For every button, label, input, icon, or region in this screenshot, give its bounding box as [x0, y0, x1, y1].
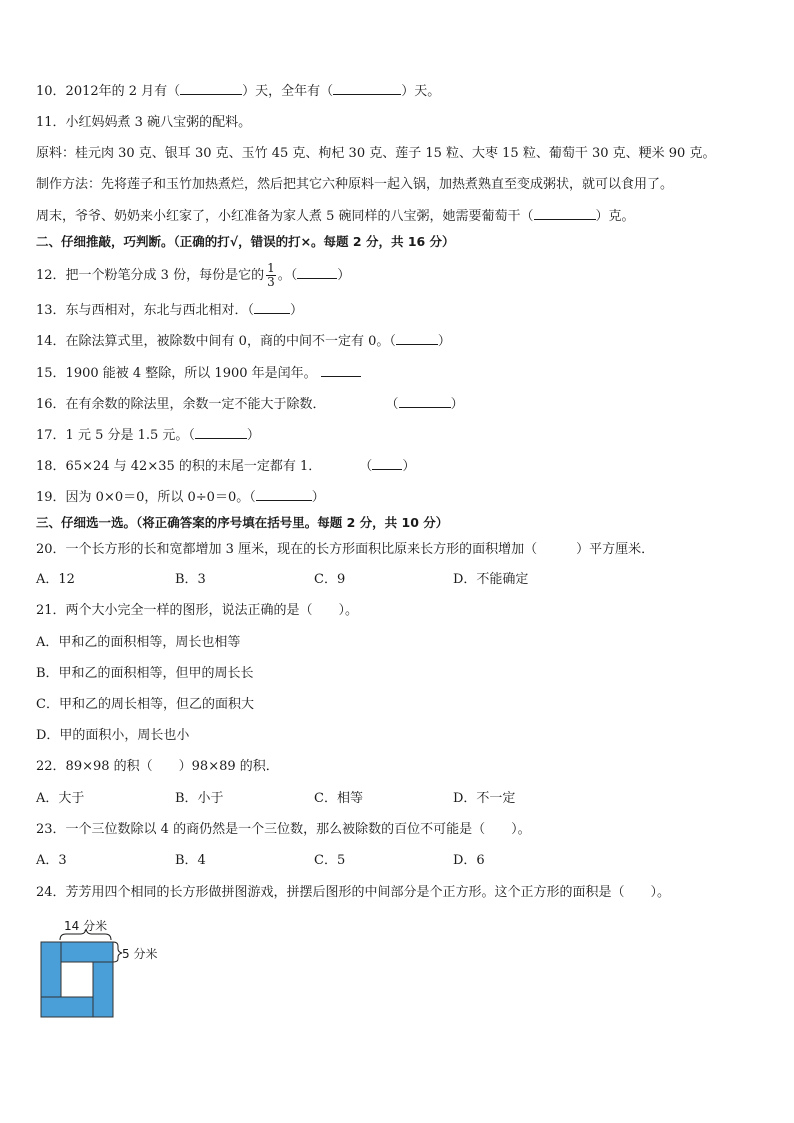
q20-option-b[interactable]: B．3: [175, 572, 206, 587]
question-17: [36, 426, 260, 445]
q23-option-a[interactable]: A．3: [36, 853, 67, 868]
q23-option-b[interactable]: B．4: [175, 853, 206, 868]
q23-option-d[interactable]: D．6: [453, 853, 485, 868]
section-2-heading: 二、仔细推敲，巧判断。（正确的打√，错误的打×。每题 2 分，共 16 分）: [36, 234, 455, 249]
q20-option-c[interactable]: C．9: [314, 572, 346, 587]
q22-option-d[interactable]: D．不一定: [453, 791, 516, 806]
q20-option-a[interactable]: A．12: [36, 572, 75, 587]
q13-text-a: 13．东与西相对，东北与西北相对．（: [36, 303, 255, 318]
answer-blank[interactable]: [534, 207, 596, 220]
question-11-ingredients: 原料：桂元肉 30 克、银耳 30 克、玉竹 45 克、枸杞 30 克、莲子 15 粒、大枣 15 粒、葡萄干 30 克、粳米 90 克。: [36, 146, 716, 161]
q16-text-b: （: [385, 397, 399, 412]
answer-blank[interactable]: [256, 488, 312, 501]
answer-blank[interactable]: [297, 266, 337, 279]
q12-text-c: ）: [337, 268, 351, 283]
q11-text-a: 周末，爷爷、奶奶来小红家了，小红准备为家人煮 5 碗同样的八宝粥，她需要葡萄干（: [36, 209, 534, 224]
rectangle-bottom: [41, 997, 93, 1017]
rectangle-left: [41, 942, 61, 997]
question-15: [36, 364, 361, 383]
answer-blank[interactable]: [321, 364, 361, 377]
question-23-stem: 23．一个三位数除以 4 的商仍然是一个三位数，那么被除数的百位不可能是（ ）。: [36, 822, 531, 837]
section-3-heading: 三、仔细选一选。（将正确答案的序号填在括号里。每题 2 分，共 10 分）: [36, 515, 449, 530]
q17-text-b: ）: [246, 428, 260, 443]
q13-text-b: ）: [290, 303, 304, 318]
figure-label-width: 14 分米: [64, 919, 108, 933]
rectangle-right: [93, 962, 113, 1017]
rectangle-top: [61, 942, 113, 962]
q12-text-a: 12．把一个粉笔分成 3 份，每份是它的: [36, 268, 265, 283]
q11-text-b: ）克。: [595, 209, 635, 224]
question-14: [36, 332, 451, 351]
answer-blank[interactable]: [195, 426, 247, 439]
q22-option-a[interactable]: A．大于: [36, 791, 85, 806]
question-13: [36, 301, 303, 320]
answer-blank[interactable]: [333, 82, 401, 95]
q10-text-a: 10．2012年的 2 月有（: [36, 84, 181, 99]
question-22-stem: 22．89×98 的积（ ）98×89 的积．: [36, 759, 279, 774]
q21-option-c[interactable]: C．甲和乙的周长相等，但乙的面积大: [36, 697, 254, 712]
center-square: [61, 962, 93, 997]
fraction-numerator: 1: [267, 261, 275, 275]
q14-text-b: ）: [437, 334, 451, 349]
question-18: [36, 457, 415, 476]
q22-option-b[interactable]: B．小于: [175, 791, 224, 806]
q20-option-d[interactable]: D．不能确定: [453, 572, 529, 587]
answer-blank[interactable]: [372, 457, 402, 470]
question-11-stem: 11．小红妈妈煮 3 碗八宝粥的配料。: [36, 115, 252, 130]
fraction-denominator: 3: [267, 275, 275, 289]
q18-text-a: 18．65×24 与 42×35 的积的末尾一定都有 1．: [36, 459, 322, 474]
fraction: [266, 262, 276, 289]
answer-blank[interactable]: [254, 301, 290, 314]
question-11-method: 制作方法：先将莲子和玉竹加热煮烂，然后把其它六种原料一起入锅，加热煮熟直至变成粥状，就可以食用了。: [36, 177, 674, 192]
q12-text-b: 。（: [277, 268, 298, 283]
q17-text-a: 17．1 元 5 分是 1.5 元。（: [36, 428, 195, 443]
q10-text-c: ）天。: [401, 84, 441, 99]
q21-option-d[interactable]: D．甲的面积小，周长也小: [36, 728, 190, 743]
question-16: [36, 395, 464, 414]
answer-blank[interactable]: [180, 82, 242, 95]
answer-blank[interactable]: [399, 395, 451, 408]
q18-text-c: ）: [402, 459, 416, 474]
q16-text-c: ）: [450, 397, 464, 412]
q19-text-a: 19．因为 0×0＝0，所以 0÷0＝0。（: [36, 490, 256, 505]
square-puzzle-figure: [36, 914, 176, 1024]
answer-blank[interactable]: [396, 332, 438, 345]
q16-text-a: 16．在有余数的除法里，余数一定不能大于除数．: [36, 397, 326, 412]
height-brace: [113, 942, 122, 962]
q21-option-a[interactable]: A．甲和乙的面积相等，周长也相等: [36, 635, 241, 650]
question-21-stem: 21．两个大小完全一样的图形，说法正确的是（ ）。: [36, 603, 359, 618]
question-19: [36, 488, 325, 507]
figure-label-height: 5 分米: [122, 947, 158, 961]
q22-option-c[interactable]: C．相等: [314, 791, 363, 806]
q23-option-c[interactable]: C．5: [314, 853, 346, 868]
question-12: [36, 262, 350, 289]
question-10: [36, 82, 440, 101]
question-20-stem: 20．一个长方形的长和宽都增加 3 厘米，现在的长方形面积比原来长方形的面积增加（ ）平方厘米．: [36, 542, 655, 557]
q10-text-b: ）天，全年有（: [242, 84, 334, 99]
question-11-question: [36, 207, 635, 226]
q19-text-b: ）: [311, 490, 325, 505]
q21-option-b[interactable]: B．甲和乙的面积相等，但甲的周长长: [36, 666, 254, 681]
q14-text-a: 14．在除法算式里，被除数中间有 0，商的中间不一定有 0。（: [36, 334, 396, 349]
q15-text-a: 15．1900 能被 4 整除，所以 1900 年是闰年。: [36, 366, 317, 381]
q18-text-b: （: [359, 459, 373, 474]
question-24-stem: 24．芳芳用四个相同的长方形做拼图游戏，拼摆后图形的中间部分是个正方形。这个正方形的面积是（ ）。: [36, 885, 671, 900]
